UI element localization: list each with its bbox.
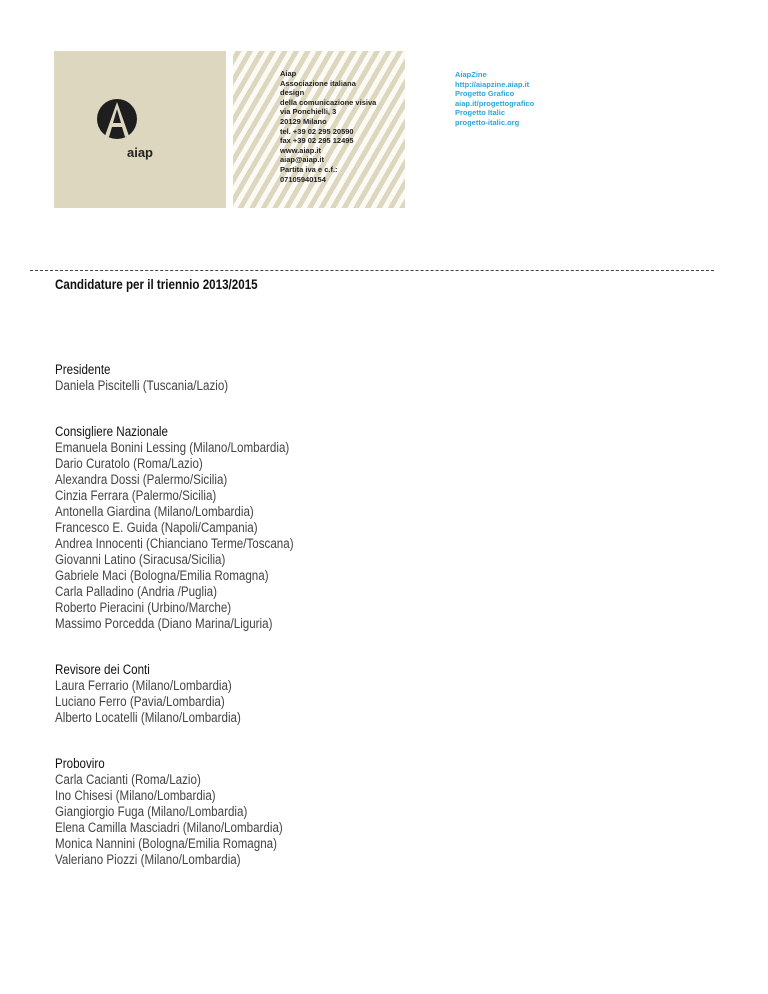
group-heading: Consigliere Nazionale bbox=[55, 424, 168, 439]
link-line: AiapZine bbox=[455, 70, 487, 79]
candidate-group bbox=[55, 756, 294, 868]
candidate-group bbox=[55, 362, 294, 394]
candidate-item: Carla Cacianti (Roma/Lazio) bbox=[55, 772, 201, 787]
group-heading: Revisore dei Conti bbox=[55, 662, 150, 677]
candidate-item: Massimo Porcedda (Diano Marina/Liguria) bbox=[55, 616, 273, 631]
candidate-item: Ino Chisesi (Milano/Lombardia) bbox=[55, 788, 216, 803]
candidate-item: Roberto Pieracini (Urbino/Marche) bbox=[55, 600, 232, 615]
candidate-group bbox=[55, 424, 294, 632]
candidate-item: Alexandra Dossi (Palermo/Sicilia) bbox=[55, 472, 228, 487]
candidate-item: Valeriano Piozzi (Milano/Lombardia) bbox=[55, 852, 241, 867]
address-line: della comunicazione visiva bbox=[280, 97, 377, 107]
address-panel bbox=[233, 51, 405, 208]
link-line[interactable]: progetto-italic.org bbox=[455, 117, 520, 127]
candidates-content bbox=[55, 277, 294, 868]
address-line: www.aiap.it bbox=[280, 145, 321, 155]
address-line: Aiap bbox=[280, 69, 297, 78]
address-line: 07105940154 bbox=[280, 174, 326, 184]
candidate-item: Alberto Locatelli (Milano/Lombardia) bbox=[55, 710, 241, 725]
logo-text: aiap bbox=[126, 145, 153, 160]
address-block bbox=[280, 69, 376, 184]
candidate-item: Andrea Innocenti (Chianciano Terme/Toscana) bbox=[55, 536, 294, 551]
address-line: design bbox=[280, 88, 305, 98]
link-line: Progetto Grafico bbox=[455, 89, 515, 99]
address-line: Partita iva e c.f.: bbox=[280, 164, 338, 174]
group-heading: Presidente bbox=[55, 362, 111, 377]
candidate-item: Gabriele Maci (Bologna/Emilia Romagna) bbox=[55, 568, 269, 583]
aiap-logo-icon bbox=[97, 99, 137, 139]
candidate-item: Cinzia Ferrara (Palermo/Sicilia) bbox=[55, 488, 217, 503]
candidate-item: Dario Curatolo (Roma/Lazio) bbox=[55, 456, 203, 471]
address-line: fax +39 02 295 12495 bbox=[280, 136, 354, 146]
address-line: tel. +39 02 295 20590 bbox=[280, 126, 354, 136]
page-title: Candidature per il triennio 2013/2015 bbox=[55, 277, 258, 292]
candidate-item: Elena Camilla Masciadri (Milano/Lombardia) bbox=[55, 820, 283, 835]
address-line: 20129 Milano bbox=[280, 116, 327, 126]
candidate-item: Francesco E. Guida (Napoli/Campania) bbox=[55, 520, 258, 535]
links-block bbox=[455, 70, 534, 128]
link-line: Progetto Italic bbox=[455, 108, 506, 118]
link-line[interactable]: aiap.it/progettografico bbox=[455, 98, 535, 108]
aiap-logo-panel bbox=[54, 51, 226, 208]
address-line: via Ponchielli, 3 bbox=[280, 107, 337, 117]
candidate-item: Luciano Ferro (Pavia/Lombardia) bbox=[55, 694, 225, 709]
candidate-item: Giangiorgio Fuga (Milano/Lombardia) bbox=[55, 804, 248, 819]
candidate-item: Antonella Giardina (Milano/Lombardia) bbox=[55, 504, 254, 519]
candidate-item: Laura Ferrario (Milano/Lombardia) bbox=[55, 678, 232, 693]
address-line: Associazione italiana bbox=[280, 78, 356, 88]
address-line: aiap@aiap.it bbox=[280, 155, 324, 165]
candidate-item: Emanuela Bonini Lessing (Milano/Lombardia) bbox=[55, 440, 290, 455]
link-line[interactable]: http://aiapzine.aiap.it bbox=[455, 79, 530, 89]
dashed-divider bbox=[30, 270, 714, 271]
candidate-group bbox=[55, 662, 294, 726]
candidate-item: Daniela Piscitelli (Tuscania/Lazio) bbox=[55, 378, 229, 393]
candidate-item: Monica Nannini (Bologna/Emilia Romagna) bbox=[55, 836, 278, 851]
candidate-item: Giovanni Latino (Siracusa/Sicilia) bbox=[55, 552, 226, 567]
group-heading: Proboviro bbox=[55, 756, 105, 771]
candidate-item: Carla Palladino (Andria /Puglia) bbox=[55, 584, 217, 599]
